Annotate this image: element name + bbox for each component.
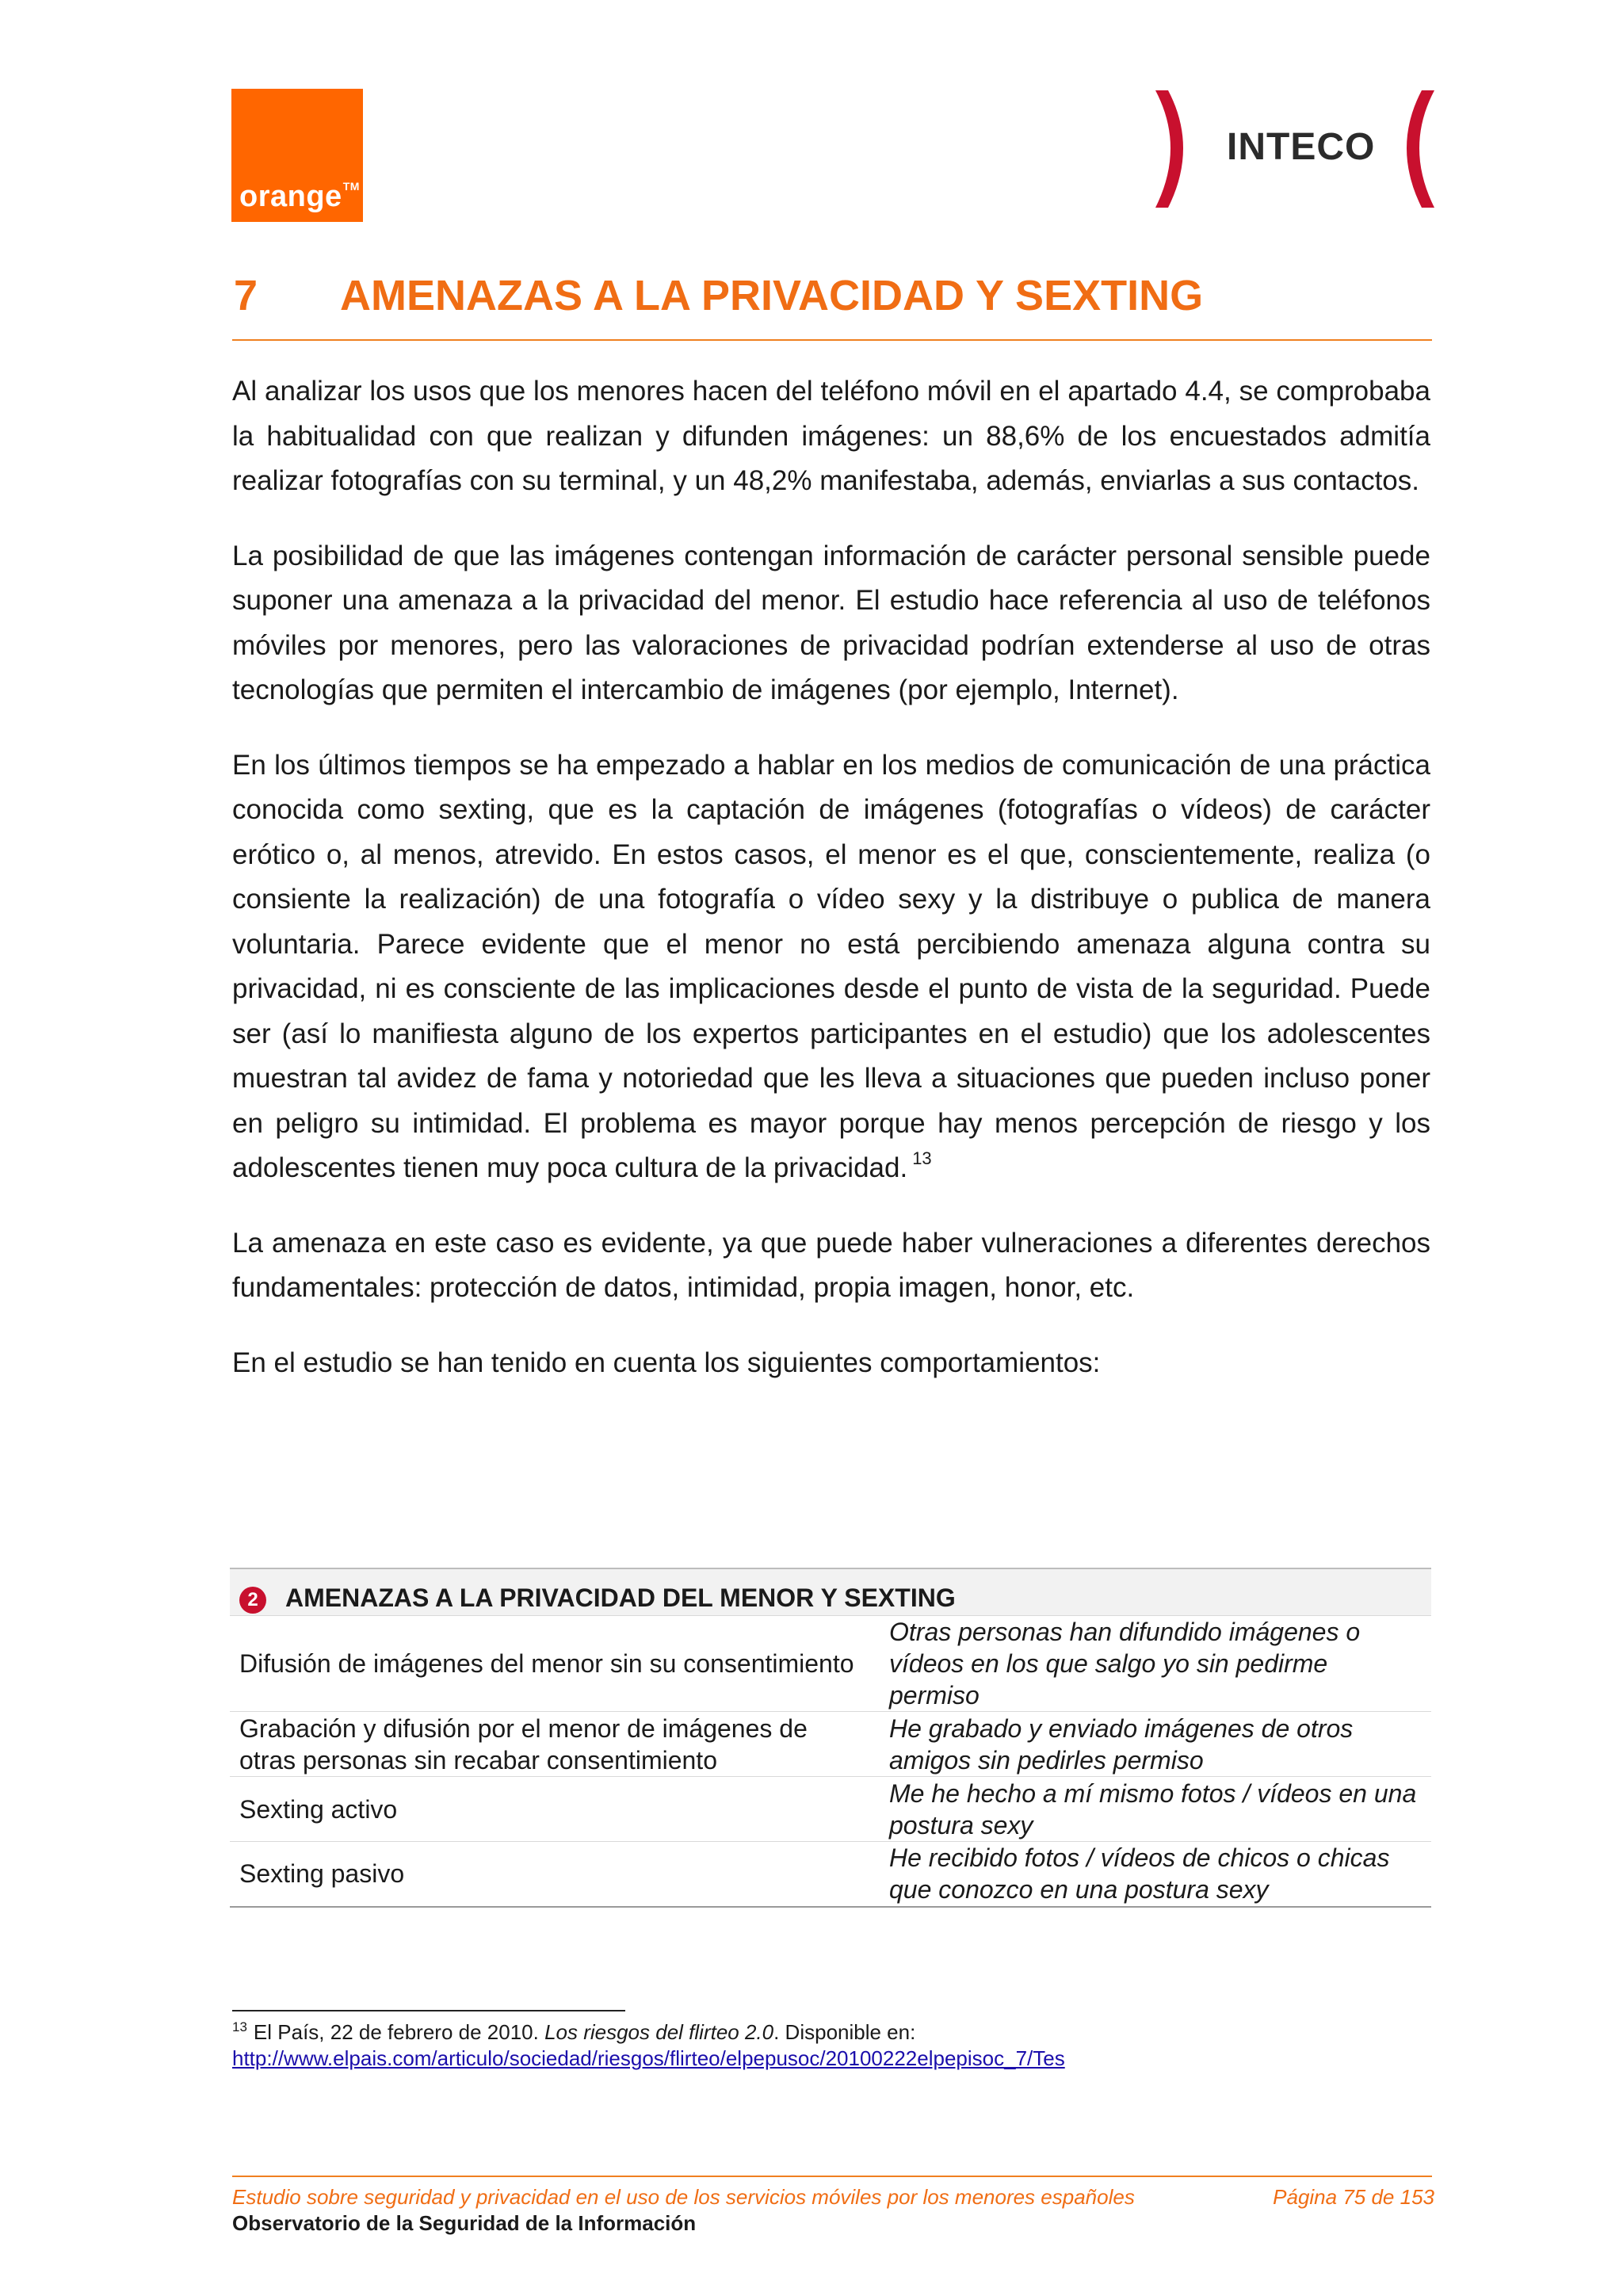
trademark-mark: TM <box>342 180 360 193</box>
table-header-row <box>230 1568 1431 1616</box>
paragraph-4: La amenaza en este caso es evidente, ya que puede haber vulneraciones a diferentes derechos fundamentales: protección de datos, intimidad, propia imagen, honor, etc. <box>232 1227 1430 1303</box>
paragraph-5: En el estudio se han tenido en cuenta los siguientes comportamientos: <box>232 1347 1101 1378</box>
footer-observatory: Observatorio de la Seguridad de la Información <box>232 2211 697 2235</box>
orange-logo-text: orange™ <box>239 180 360 213</box>
table-row <box>230 1842 1431 1907</box>
table-row <box>230 1616 1431 1712</box>
table-title <box>230 1568 1431 1616</box>
paragraph-1: Al analizar los usos que los menores hacen del teléfono móvil en el apartado 4.4, se comprobaba la habitualidad con que realizan y difunden imágenes: un 88,6% de los encuestados admitía realizar fotografías con su terminal, y un 48,2% manifestaba, además, enviarlas a sus contactos. <box>232 376 1430 496</box>
behavior-cell: Difusión de imágenes del menor sin su consentimiento <box>230 1616 880 1712</box>
page-number: Página 75 de 153 <box>1273 2185 1434 2209</box>
table-title-text: AMENAZAS A LA PRIVACIDAD DEL MENOR Y SEXTING <box>285 1584 956 1612</box>
example-cell: He grabado y enviado imágenes de otros amigos sin pedirles permiso <box>880 1712 1431 1777</box>
body-text <box>232 369 1430 1415</box>
footer-divider <box>232 2176 1432 2177</box>
behavior-cell: Sexting activo <box>230 1777 880 1842</box>
paragraph-3 <box>232 743 1430 1191</box>
example-cell: He recibido fotos / vídeos de chicos o chicas que conozco en una postura sexy <box>880 1842 1431 1907</box>
chapter-number: 7 <box>234 272 258 319</box>
chapter-title: AMENAZAS A LA PRIVACIDAD Y SEXTING <box>340 272 1204 319</box>
footer-study-title: Estudio sobre seguridad y privacidad en el uso de los servicios móviles por los menores españoles <box>232 2185 1135 2209</box>
paragraph-2: La posibilidad de que las imágenes contengan información de carácter personal sensible puede suponer una amenaza a la privacidad del menor. El estudio hace referencia al uso de teléfonos móviles por menores, pero las valoraciones de privacidad podrían extenderse al uso de otras tecnologías que permiten el intercambio de imágenes (por ejemplo, Internet). <box>232 540 1430 705</box>
footer-left <box>232 2184 1135 2237</box>
footnote-link[interactable]: http://www.elpais.com/articulo/sociedad/riesgos/flirteo/elpepusoc/20100222elpepisoc_7/Tes <box>232 2046 1065 2070</box>
behavior-cell: Sexting pasivo <box>230 1842 880 1907</box>
number-badge-icon: 2 <box>239 1587 266 1614</box>
table-row <box>230 1777 1431 1842</box>
example-cell: Otras personas han difundido imágenes o vídeos en los que salgo yo sin pedirme permiso <box>880 1616 1431 1712</box>
inteco-logo <box>1148 87 1442 214</box>
footnote-divider <box>232 2010 625 2011</box>
paragraph-3-text: En los últimos tiempos se ha empezado a hablar en los medios de comunicación de una práctica conocida como sexting, que es la captación de imágenes (fotografías o vídeos) de carácter erótico o, al menos, atrevido. En estos casos, el menor es el que, conscientemente, realiza (o consiente la realización) de una fotografía o vídeo sexy y la distribuye o publica de manera voluntaria. Parece evidente que el menor no está percibiendo amenaza alguna contra su privacidad, ni es consciente de las implicaciones desde el punto de vista de la seguridad. Puede ser (así lo manifiesta alguno de los expertos participantes en el estudio) que los adolescentes muestran tal avidez de fama y notoriedad que les lleva a situaciones que pueden incluso poner en peligro su intimidad. El problema es mayor porque hay menos percepción de riesgo y los adolescentes tienen muy poca cultura de la privacidad. <box>232 749 1430 1183</box>
orange-logo <box>231 89 363 222</box>
behavior-cell: Grabación y difusión por el menor de imágenes de otras personas sin recabar consentimiento <box>230 1712 880 1777</box>
threats-table <box>230 1568 1431 1908</box>
table-row <box>230 1712 1431 1777</box>
example-cell: Me he hecho a mí mismo fotos / vídeos en una postura sexy <box>880 1777 1431 1842</box>
footnote <box>232 2019 1421 2072</box>
inteco-logo-text: INTECO <box>1227 126 1376 168</box>
footnote-reference[interactable]: 13 <box>912 1148 932 1168</box>
footnote-number: 13 <box>232 2019 247 2034</box>
footnote-available: . Disponible en: <box>773 2020 916 2044</box>
footnote-source: El País, 22 de febrero de 2010. <box>253 2020 545 2044</box>
footnote-article-title: Los riesgos del flirteo 2.0 <box>544 2020 774 2044</box>
chapter-heading <box>232 268 1432 341</box>
